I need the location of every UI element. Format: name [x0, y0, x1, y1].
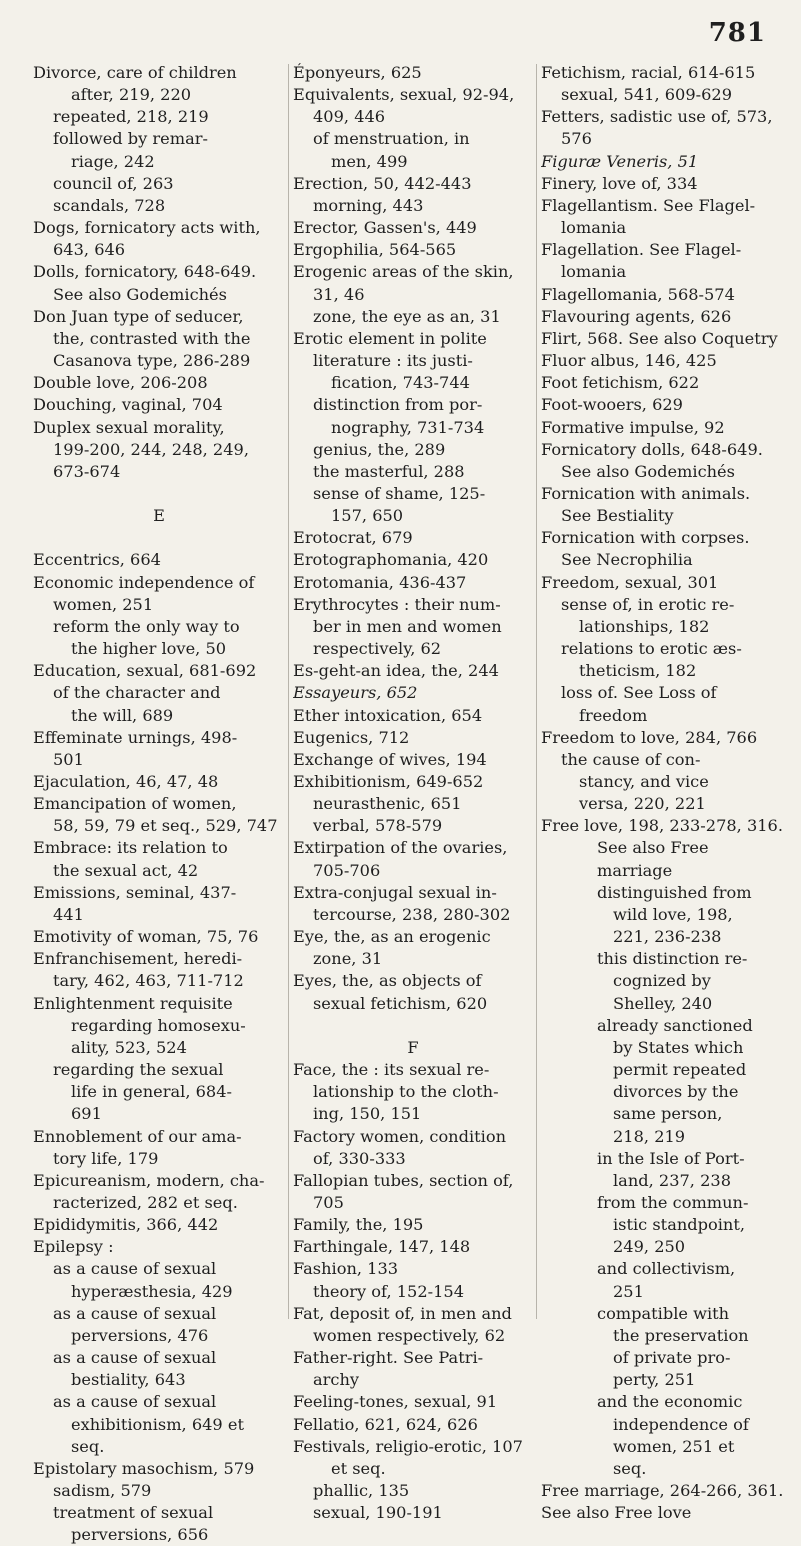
index-entry-line: Freedom to love, 284, 766 [541, 727, 758, 747]
index-entry-line: Divorce, care of children [33, 63, 237, 82]
index-entry-line: same person, [613, 1104, 723, 1124]
index-entry-line: Fetichism, racial, 614-615 [541, 63, 756, 82]
index-entry-line: of, 330-333 [313, 1148, 406, 1168]
index-entry-line: scandals, 728 [53, 195, 166, 215]
index-entry-line: Emotivity of woman, 75, 76 [33, 927, 259, 947]
index-entry-line: perversions, 656 [71, 1525, 209, 1545]
index-entry-line: Shelley, 240 [613, 993, 713, 1013]
index-entry-line: See also Free [597, 838, 709, 858]
index-entry-line: Free marriage, 264-266, 361. [541, 1481, 784, 1500]
index-entry-line: sense of, in erotic re- [561, 594, 735, 614]
index-entry-line: riage, 242 [71, 151, 155, 171]
index-entry-line: freedom [579, 705, 648, 725]
index-entry-line: phallic, 135 [313, 1481, 410, 1500]
index-entry-line: this distinction re- [597, 949, 748, 969]
index-entry-line: treatment of sexual [53, 1503, 214, 1523]
index-entry-line: as a cause of sexual [53, 1392, 217, 1412]
index-entry-line: Fashion, 133 [293, 1259, 399, 1279]
index-entry-line: Ejaculation, 46, 47, 48 [33, 772, 219, 791]
index-entry-line: zone, 31 [313, 949, 383, 969]
index-entry-line: Erotocrat, 679 [293, 528, 413, 548]
index-column-2 [293, 62, 533, 1524]
index-entry-line: Erotographomania, 420 [293, 550, 489, 570]
index-entry-line: marriage [597, 860, 673, 880]
index-entry-line: Enfranchisement, heredi- [33, 949, 243, 969]
index-entry-line: Erotomania, 436-437 [293, 572, 467, 592]
index-entry-line: of menstruation, in [313, 129, 470, 149]
index-entry-line: the, contrasted with the [53, 328, 251, 348]
index-entry-line: Effeminate urnings, 498- [33, 727, 238, 747]
index-entry-line: already sanctioned [597, 1015, 753, 1035]
index-entry-line: 501 [53, 749, 84, 769]
index-entry-line: as a cause of sexual [53, 1259, 217, 1279]
index-entry-line: Emancipation of women, [33, 794, 237, 814]
index-entry-line: Father-right. See Patri- [293, 1348, 484, 1368]
index-entry-line: nography, 731-734 [331, 417, 485, 437]
index-entry-line: the cause of con- [561, 749, 701, 769]
index-entry-line: Erection, 50, 442-443 [293, 173, 472, 193]
index-entry-line: Factory women, condition [293, 1126, 507, 1146]
index-entry-line: reform the only way to [53, 616, 240, 636]
index-entry-line: Dolls, fornicatory, 648-649. [33, 262, 257, 282]
index-entry-line: regarding the sexual [53, 1060, 224, 1080]
index-entry-line: Es-geht-an idea, the, 244 [293, 661, 499, 681]
index-entry-line: Family, the, 195 [293, 1215, 424, 1235]
index-entry-line: Éponyeurs, 625 [293, 63, 422, 82]
index-entry-line: Farthingale, 147, 148 [293, 1237, 471, 1257]
index-entry-line: after, 219, 220 [71, 85, 192, 105]
index-entry-line: See also Godemichés [53, 284, 227, 304]
index-entry-line: zone, the eye as an, 31 [313, 306, 501, 326]
index-entry-line: bestiality, 643 [71, 1370, 186, 1390]
index-entry-line: 221, 236-238 [613, 927, 722, 947]
index-entry-line: 157, 650 [331, 506, 404, 526]
index-entry-line: Douching, vaginal, 704 [33, 395, 223, 415]
index-entry-line: Essayeurs, 652 [293, 683, 418, 703]
index-entry-line: tary, 462, 463, 711-712 [53, 971, 244, 991]
index-entry-line: distinction from por- [313, 395, 483, 415]
index-entry-line: followed by remar- [53, 129, 208, 149]
index-entry-line: women respectively, 62 [313, 1325, 506, 1345]
index-entry-line: women, 251 et [613, 1436, 735, 1456]
index-entry-line: lationships, 182 [579, 616, 710, 636]
index-entry-line: literature : its justi- [313, 351, 473, 371]
index-entry-line: Eye, the, as an erogenic [293, 927, 491, 947]
index-entry-line: Ergophilia, 564-565 [293, 240, 457, 260]
index-entry-line [33, 527, 285, 549]
index-entry-line: distinguished from [597, 882, 752, 902]
index-entry-line: hyperæsthesia, 429 [71, 1281, 233, 1301]
index-entry-line: Education, sexual, 681-692 [33, 661, 257, 681]
index-entry-line: the masterful, 288 [313, 461, 465, 481]
index-entry-line: as a cause of sexual [53, 1303, 217, 1323]
index-entry-line: See also Free love [541, 1503, 692, 1523]
index-entry-line: perty, 251 [613, 1370, 696, 1390]
index-entry-line: genius, the, 289 [313, 439, 446, 459]
index-entry-line: Ennoblement of our ama- [33, 1126, 242, 1146]
index-entry-line: lationship to the cloth- [313, 1082, 499, 1102]
index-entry-line: Fluor albus, 146, 425 [541, 351, 717, 371]
index-entry-line: 705 [313, 1192, 344, 1212]
index-entry-line: neurasthenic, 651 [313, 794, 462, 814]
index-entry-line: Erector, Gassen's, 449 [293, 218, 477, 238]
index-entry-line: respectively, 62 [313, 639, 442, 659]
index-entry-line: Free love, 198, 233-278, 316. [541, 816, 783, 836]
index-entry-line: men, 499 [331, 151, 408, 171]
index-entry-line: Equivalents, sexual, 92-94, [293, 85, 515, 105]
index-entry-line: 251 [613, 1281, 644, 1301]
index-entry-line: Epilepsy : [33, 1237, 114, 1257]
index-entry-line: seq. [613, 1458, 647, 1478]
index-entry-line: 673-674 [53, 461, 121, 481]
index-entry-line: Flagellantism. See Flagel- [541, 195, 756, 215]
index-entry-line: Formative impulse, 92 [541, 417, 725, 437]
index-entry-line: Epicureanism, modern, cha- [33, 1170, 265, 1190]
index-entry-line: istic standpoint, [613, 1215, 745, 1235]
index-entry-line: Economic independence of [33, 572, 255, 592]
index-entry-line: et seq. [331, 1458, 386, 1478]
index-entry-line: versa, 220, 221 [579, 794, 706, 814]
index-entry-line: Exchange of wives, 194 [293, 749, 487, 769]
index-entry-line: 249, 250 [613, 1237, 686, 1257]
index-entry-line: Flagellation. See Flagel- [541, 240, 742, 260]
page-number: 781 [708, 18, 766, 48]
index-entry-line: lomania [561, 262, 627, 282]
index-entry-line: the higher love, 50 [71, 639, 227, 659]
index-entry-line: women, 251 [53, 594, 154, 614]
index-entry-line: 409, 446 [313, 107, 386, 127]
index-entry-line: Eccentrics, 664 [33, 550, 161, 570]
index-entry-line: morning, 443 [313, 195, 424, 215]
index-entry-line: repeated, 218, 219 [53, 107, 209, 127]
index-entry-line: Feeling-tones, sexual, 91 [293, 1392, 498, 1412]
index-entry-line: Fat, deposit of, in men and [293, 1303, 512, 1323]
index-entry-line: loss of. See Loss of [561, 683, 717, 703]
index-entry-line: regarding homosexu- [71, 1015, 246, 1035]
index-entry-line: and collectivism, [597, 1259, 736, 1279]
index-entry-line: theory of, 152-154 [313, 1281, 464, 1301]
index-entry-line: of private pro- [613, 1348, 731, 1368]
index-entry-line: Figuræ Veneris, 51 [541, 151, 699, 171]
index-entry-line: Fornication with corpses. [541, 528, 750, 548]
index-entry-line: life in general, 684- [71, 1082, 232, 1102]
index-entry-line: cognized by [613, 971, 711, 991]
index-entry-line: 441 [53, 904, 84, 924]
index-entry-line: Duplex sexual morality, [33, 417, 225, 437]
index-entry-line: Ether intoxication, 654 [293, 705, 483, 725]
index-entry-line: Erotic element in polite [293, 328, 487, 348]
index-entry-line: fication, 743-744 [331, 373, 470, 393]
index-entry-line: See Bestiality [561, 506, 674, 526]
index-entry-line: Dogs, fornicatory acts with, [33, 218, 261, 238]
index-entry-line: Erogenic areas of the skin, [293, 262, 514, 282]
column-divider [288, 64, 289, 1319]
index-entry-line: divorces by the [613, 1082, 739, 1102]
index-entry-line: 31, 46 [313, 284, 365, 304]
index-entry-line: lomania [561, 218, 627, 238]
index-entry-line: the preservation [613, 1325, 749, 1345]
index-entry-line: Flagellomania, 568-574 [541, 284, 735, 304]
index-entry-line: Fallopian tubes, section of, [293, 1170, 514, 1190]
index-entry-line: Extra-conjugal sexual in- [293, 882, 497, 902]
index-entry-line: as a cause of sexual [53, 1348, 217, 1368]
index-entry-line: from the commun- [597, 1192, 749, 1212]
index-entry-line: independence of [613, 1414, 749, 1434]
index-entry-line: ber in men and women [313, 616, 502, 636]
index-entry-line [33, 483, 285, 505]
index-entry-line: the will, 689 [71, 705, 174, 725]
index-entry-line: sexual fetichism, 620 [313, 993, 488, 1013]
index-entry-line: sadism, 579 [53, 1481, 152, 1500]
index-entry-line: council of, 263 [53, 173, 174, 193]
index-entry-line: seq. [71, 1436, 105, 1456]
index-column-3 [541, 62, 786, 1524]
index-entry-line: Exhibitionism, 649-652 [293, 772, 484, 791]
index-entry-line: the sexual act, 42 [53, 860, 199, 880]
index-entry-line: Don Juan type of seducer, [33, 306, 244, 326]
index-entry-line: by States which [613, 1037, 744, 1057]
index-entry-line: 199-200, 244, 248, 249, [53, 439, 249, 459]
index-entry-line: 691 [71, 1104, 102, 1124]
index-entry-line: Epididymitis, 366, 442 [33, 1215, 219, 1235]
index-entry-line: See also Godemichés [561, 461, 735, 481]
index-entry-line: Emissions, seminal, 437- [33, 882, 237, 902]
index-column-1 [33, 62, 285, 1546]
index-entry-line: Eyes, the, as objects of [293, 971, 482, 991]
index-entry-line: Flirt, 568. See also Coquetry [541, 328, 778, 348]
index-entry-line: exhibitionism, 649 et [71, 1414, 244, 1434]
index-entry-line: wild love, 198, [613, 904, 733, 924]
index-entry-line: Erythrocytes : their num- [293, 594, 501, 614]
section-letter-heading: E [153, 506, 165, 526]
index-entry-line: Freedom, sexual, 301 [541, 572, 719, 592]
index-entry-line: 58, 59, 79 et seq., 529, 747 [53, 816, 278, 836]
index-entry-line: relations to erotic æs- [561, 639, 742, 659]
index-entry-line: perversions, 476 [71, 1325, 209, 1345]
index-entry-line: 576 [561, 129, 592, 149]
index-entry-line: Eugenics, 712 [293, 727, 410, 747]
index-entry-line: Extirpation of the ovaries, [293, 838, 508, 858]
index-entry-line: verbal, 578-579 [313, 816, 443, 836]
index-entry-line: Finery, love of, 334 [541, 173, 698, 193]
index-entry-line: Fetters, sadistic use of, 573, [541, 107, 773, 127]
index-entry-line: Enlightenment requisite [33, 993, 233, 1013]
index-entry-line: Embrace: its relation to [33, 838, 228, 858]
index-entry-line: sexual, 190-191 [313, 1503, 443, 1523]
index-entry-line: Epistolary masochism, 579 [33, 1458, 255, 1478]
index-entry-line: stancy, and vice [579, 772, 709, 791]
index-entry-line: Foot-wooers, 629 [541, 395, 683, 415]
column-divider [536, 64, 537, 1319]
index-entry-line: tory life, 179 [53, 1148, 159, 1168]
index-entry-line: Fornicatory dolls, 648-649. [541, 439, 763, 459]
index-entry-line: and the economic [597, 1392, 743, 1412]
index-entry-line: Flavouring agents, 626 [541, 306, 732, 326]
index-entry-line: archy [313, 1370, 360, 1390]
section-letter-heading: F [407, 1037, 419, 1057]
index-entry-line: permit repeated [613, 1060, 747, 1080]
index-entry-line: ality, 523, 524 [71, 1037, 187, 1057]
index-entry-line: tercourse, 238, 280-302 [313, 904, 511, 924]
index-entry-line: compatible with [597, 1303, 730, 1323]
index-entry-line: 643, 646 [53, 240, 126, 260]
index-entry-line: Face, the : its sexual re- [293, 1060, 490, 1080]
index-entry-line: Foot fetichism, 622 [541, 373, 700, 393]
index-entry-line: in the Isle of Port- [597, 1148, 745, 1168]
index-entry-line: 218, 219 [613, 1126, 686, 1146]
index-entry-line: Fellatio, 621, 624, 626 [293, 1414, 478, 1434]
index-entry-line: ing, 150, 151 [313, 1104, 422, 1124]
index-entry-line: of the character and [53, 683, 221, 703]
index-entry-line: theticism, 182 [579, 661, 697, 681]
index-entry-line: Double love, 206-208 [33, 373, 208, 393]
index-entry-line: sexual, 541, 609-629 [561, 85, 733, 105]
index-entry-line [293, 1015, 533, 1037]
index-entry-line: racterized, 282 et seq. [53, 1192, 238, 1212]
index-entry-line: Fornication with animals. [541, 483, 751, 503]
index-entry-line: land, 237, 238 [613, 1170, 731, 1190]
index-entry-line: 705-706 [313, 860, 381, 880]
index-entry-line: Casanova type, 286-289 [53, 351, 251, 371]
index-entry-line: sense of shame, 125- [313, 483, 486, 503]
index-entry-line: Festivals, religio-erotic, 107 [293, 1436, 523, 1456]
index-entry-line: See Necrophilia [561, 550, 693, 570]
